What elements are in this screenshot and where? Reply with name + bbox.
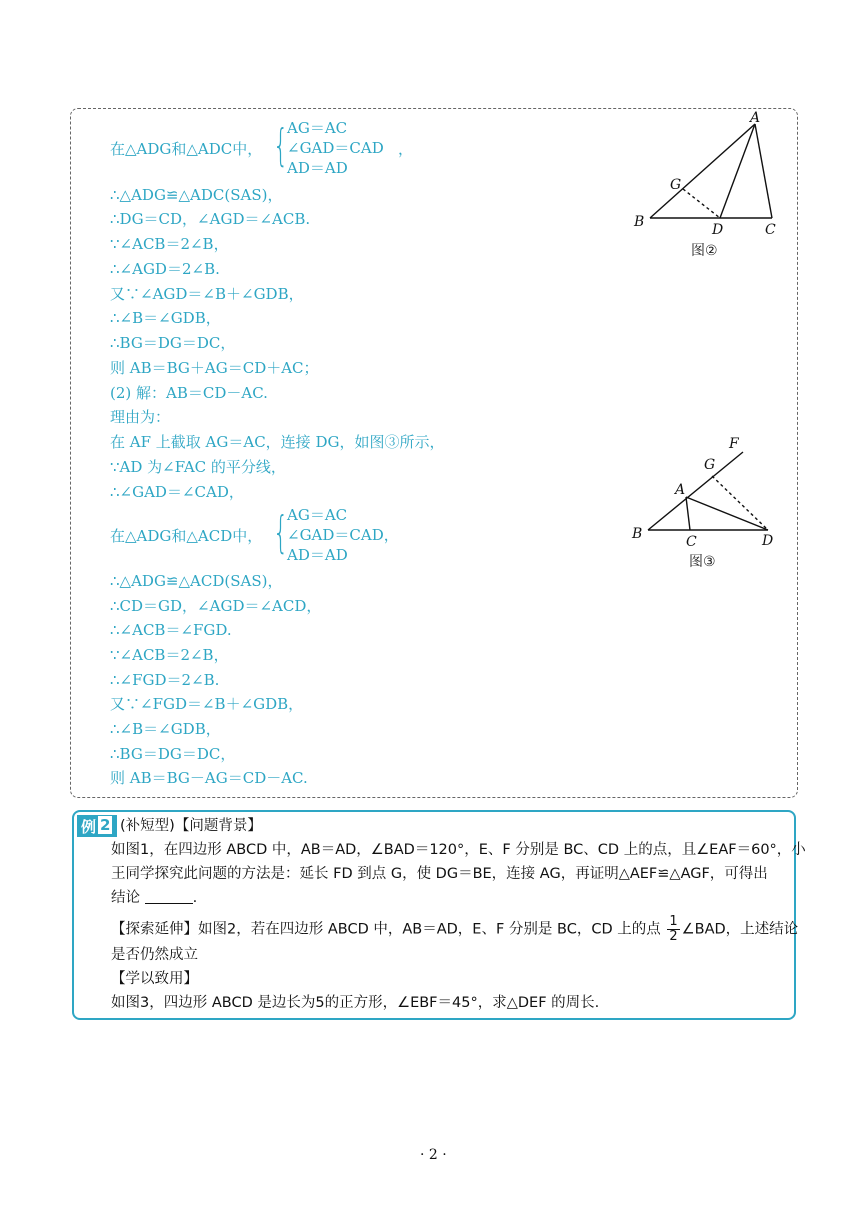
proof-line: ∴∠ACB＝∠FGD. xyxy=(110,621,232,639)
proof-line: ∵∠ACB＝2∠B， xyxy=(110,235,229,253)
brace-icon: { xyxy=(273,120,289,171)
label-G: G xyxy=(704,457,716,473)
fraction-denominator: 2 xyxy=(669,929,678,944)
proof-line: ∴∠AGD＝2∠B. xyxy=(110,260,220,278)
proof-line: ∴BG＝DG＝DC， xyxy=(110,745,236,763)
proof-line: ∴CD＝GD，∠AGD＝∠ACD， xyxy=(110,597,322,615)
segment-AC xyxy=(686,497,690,530)
example-tag-prefix: 例 xyxy=(81,818,97,836)
segment-GD xyxy=(712,476,768,530)
example-line: 【学以致用】 xyxy=(111,971,198,987)
proof-line: ∵∠ACB＝2∠B， xyxy=(110,646,229,664)
label-D: D xyxy=(712,222,724,238)
proof-line: ∴△ADG≌△ACD(SAS)， xyxy=(110,572,283,590)
example-header: (补短型)【问题背景】 xyxy=(120,818,262,834)
explore-text-end: ∠BAD，上述结论 xyxy=(681,921,799,938)
proof-line: ∴∠FGD＝2∠B. xyxy=(110,671,220,689)
example-tag-number: 2 xyxy=(100,816,111,834)
example-line: 是否仍然成立 xyxy=(111,947,198,963)
label-F: F xyxy=(729,436,739,452)
system-tail: ， xyxy=(398,140,414,158)
label-C: C xyxy=(686,534,697,550)
segment-AD xyxy=(686,497,768,530)
label-B: B xyxy=(634,214,645,230)
explore-text: 【探索延伸】如图2，若在四边形 ABCD 中，AB＝AD，E、F 分别是 BC，CD 上的点 xyxy=(111,921,661,938)
fraction-numerator: 1 xyxy=(669,914,678,929)
proof-line: 又∵∠AGD＝∠B＋∠GDB， xyxy=(110,285,304,303)
figure-2-caption: 图② xyxy=(691,243,718,259)
label-D: D xyxy=(762,533,774,549)
example-line xyxy=(111,915,798,944)
proof-line: ∵AD 为∠FAC 的平分线， xyxy=(110,458,286,476)
proof-line: ∴DG＝CD，∠AGD＝∠ACB. xyxy=(110,210,311,228)
brace-icon: { xyxy=(273,507,289,558)
conclusion-label: 结论 xyxy=(111,890,140,906)
system-row: AD＝AD xyxy=(287,546,348,564)
proof-line: ∴∠GAD＝∠CAD， xyxy=(110,483,244,501)
label-G: G xyxy=(670,177,682,193)
proof-line: 又∵∠FGD＝∠B＋∠GDB， xyxy=(110,695,304,713)
label-A: A xyxy=(675,482,686,498)
label-A: A xyxy=(750,110,761,126)
proof-line: 则 AB＝BG－AG＝CD－AC. xyxy=(110,769,308,787)
proof-line: 在 AF 上截取 AG＝AC，连接 DG，如图③所示， xyxy=(110,433,445,451)
system-row: AG＝AC xyxy=(287,506,348,524)
proof-line: ∴BG＝DG＝DC， xyxy=(110,334,236,352)
system-lead: 在△ADG和△ADC中， xyxy=(110,140,263,158)
proof-line: ∴∠B＝∠GDB， xyxy=(110,720,221,738)
system-row: AG＝AC xyxy=(287,119,348,137)
label-C: C xyxy=(765,222,776,238)
system-row: ∠GAD＝CAD xyxy=(287,139,384,157)
example-line: 如图3，四边形 ABCD 是边长为5的正方形，∠EBF＝45°，求△DEF 的周长. xyxy=(111,995,600,1011)
proof-line: 理由为： xyxy=(110,408,171,426)
system-lead: 在△ADG和△ACD中， xyxy=(110,527,263,545)
page-number: · 2 · xyxy=(420,1147,447,1163)
label-B: B xyxy=(632,526,643,542)
system-row: AD＝AD xyxy=(287,159,348,177)
segment-BF xyxy=(648,452,743,530)
fraction-one-half xyxy=(667,915,679,944)
proof-line: ∴△ADG≌△ADC(SAS)， xyxy=(110,186,283,204)
answer-blank[interactable] xyxy=(145,889,193,904)
example-tag xyxy=(77,815,117,837)
system-row: ∠GAD＝CAD， xyxy=(287,526,399,544)
example-line: 王同学探究此问题的方法是：延长 FD 到点 G，使 DG＝BE，连接 AG，再证明△AEF≌△AGF，可得出 xyxy=(111,866,768,882)
figure-3-diagram xyxy=(0,0,868,580)
line-end: . xyxy=(192,890,198,906)
proof-line: 则 AB＝BG＋AG＝CD＋AC； xyxy=(110,359,319,377)
proof-line: (2) 解：AB＝CD－AC. xyxy=(110,384,268,402)
example-line: 如图1，在四边形 ABCD 中，AB＝AD，∠BAD＝120°，E、F 分别是 BC、CD 上的点，且∠EAF＝60°，小 xyxy=(111,842,806,858)
figure-3-caption: 图③ xyxy=(689,554,716,570)
example-line xyxy=(111,888,197,908)
proof-line: ∴∠B＝∠GDB， xyxy=(110,309,221,327)
